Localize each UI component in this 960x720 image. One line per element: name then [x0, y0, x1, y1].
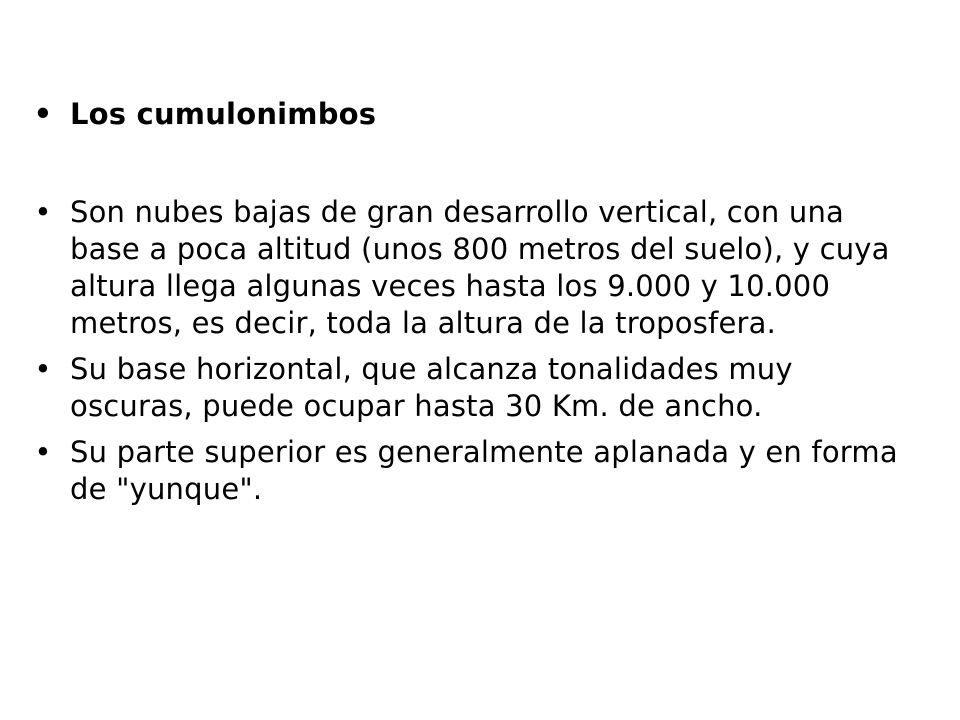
bullet-list: [30, 96, 910, 508]
slide-title-item: [30, 96, 910, 133]
bullet-icon: •: [34, 352, 52, 386]
bullet-icon: •: [33, 97, 53, 131]
bullet-icon: •: [34, 195, 52, 229]
bullet-text: Son nubes bajas de gran desarrollo vertical, con una base a poca altitud (unos 800 metros del suelo), y cuya altura llega algunas veces hasta los 9.000 y 10.000 metros, es decir, toda la altura de la troposfera.: [70, 195, 890, 340]
slide-title: Los cumulonimbos: [70, 97, 377, 131]
bullet-text: Su parte superior es generalmente aplanada y en forma de "yunque".: [70, 435, 898, 506]
bullet-text: Su base horizontal, que alcanza tonalidades muy oscuras, puede ocupar hasta 30 Km. de ancho.: [70, 352, 793, 423]
bullet-item-description: [30, 194, 910, 342]
bullet-icon: •: [34, 435, 52, 469]
bullet-item-top: [30, 434, 910, 508]
bullet-item-base: [30, 351, 910, 425]
